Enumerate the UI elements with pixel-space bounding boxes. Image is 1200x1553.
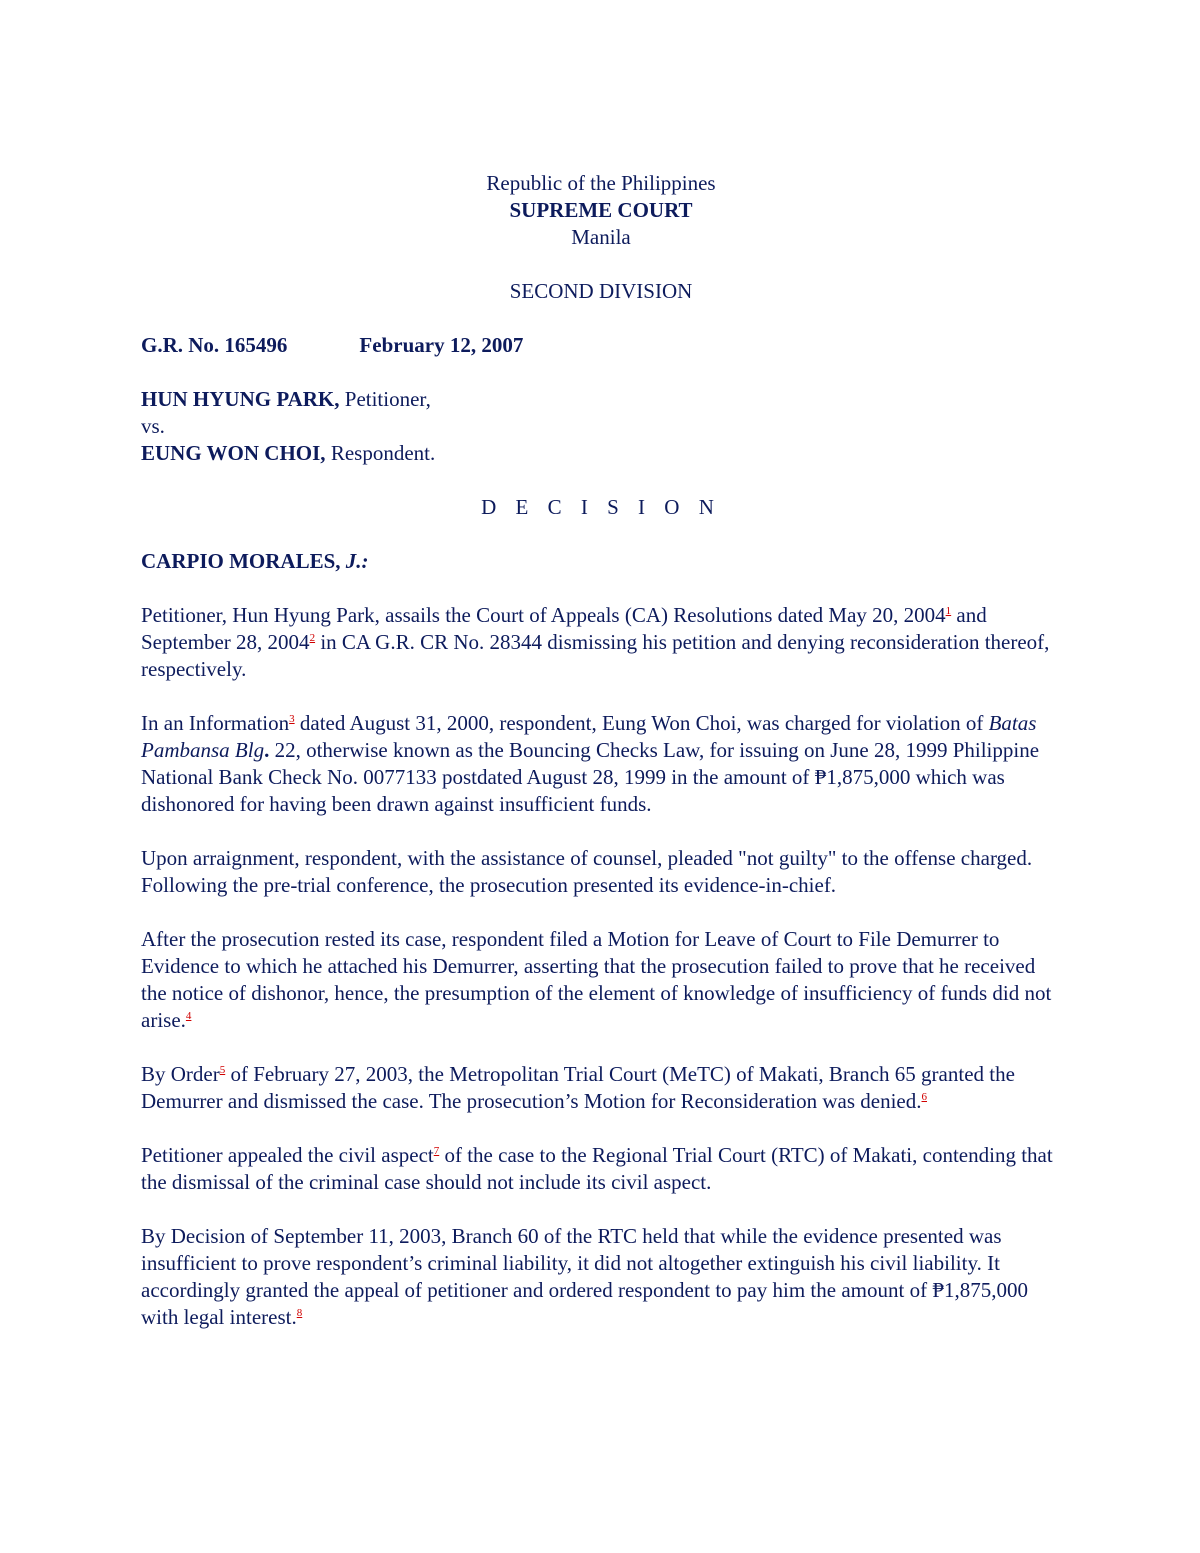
respondent-line xyxy=(141,440,1061,467)
footnote-link-7[interactable]: 7 xyxy=(433,1145,440,1157)
court-city: Manila xyxy=(571,225,631,249)
case-parties xyxy=(141,386,1061,467)
paragraph-1: Petitioner, Hun Hyung Park, assails the Court of Appeals (CA) Resolutions dated May 20, 2004$^1$ and September 28, 2004$^2$ in CA G.R. CR No. 28344 dismissing his petition and denying reconsideration thereof, respectively. xyxy=(141,603,1050,681)
document-body xyxy=(141,170,1061,1358)
case-number-line xyxy=(141,332,1061,359)
ponente-line xyxy=(141,548,1061,575)
petitioner-name: HUN HYUNG PARK, xyxy=(141,387,340,411)
paragraph-7: By Decision of September 11, 2003, Branch 60 of the RTC held that while the evidence presented was insufficient to prove respondent’s criminal liability, it did not altogether extinguish his civil liability. It accordingly granted the appeal of petitioner and ordered respondent to pay him the amount of ₱1,875,000 with legal interest.$^8$ xyxy=(141,1224,1028,1329)
ponente-title: J.: xyxy=(345,549,369,573)
footnote-link-8[interactable]: 8 xyxy=(296,1307,303,1319)
paragraph-2: In an Information$^3$ dated August 31, 2000, respondent, Eung Won Choi, was charged for violation of Batas Pambansa Blg. 22, otherwise known as the Bouncing Checks Law, for issuing on June 28, 1999 Philippine National Bank Check No. 0077133 postdated August 28, 1999 in the amount of ₱1,875,000 which was dishonored for having been drawn against insufficient funds. xyxy=(141,711,1040,816)
paragraph-3: Upon arraignment, respondent, with the assistance of counsel, pleaded "not guilty" to the offense charged. Following the pre-trial conference, the prosecution presented its evidence-in-chief. xyxy=(141,846,1033,897)
paragraph-6: Petitioner appealed the civil aspect$^7$ of the case to the Regional Trial Court (RTC) of Makati, contending that the dismissal of the criminal case should not include its civil aspect. xyxy=(141,1143,1053,1194)
petitioner-line xyxy=(141,386,1061,413)
statute-name: Batas Pambansa Blg xyxy=(141,711,1037,762)
decision-title: D E C I S I O N xyxy=(481,495,721,519)
decision-date: February 12, 2007 xyxy=(359,333,524,357)
footnote-link-1[interactable]: 1 xyxy=(945,605,952,617)
gr-number: G.R. No. 165496 xyxy=(141,333,288,357)
division-heading: SECOND DIVISION xyxy=(509,279,693,303)
respondent-role: Respondent. xyxy=(325,441,436,465)
paragraph-5: By Order$^5$ of February 27, 2003, the Metropolitan Trial Court (MeTC) of Makati, Branch 65 granted the Demurrer and dismissed the case. The prosecution’s Motion for Reconsideration was denied.$^6$ xyxy=(141,1062,1015,1113)
respondent-name: EUNG WON CHOI, xyxy=(141,441,326,465)
paragraph-4: After the prosecution rested its case, respondent filed a Motion for Leave of Court to File Demurrer to Evidence to which he attached his Demurrer, asserting that the prosecution failed to prove that he received the notice of dishonor, hence, the presumption of the element of knowledge of insufficiency of funds did not arise.$^4$ xyxy=(141,927,1052,1032)
footnote-link-4[interactable]: 4 xyxy=(185,1010,192,1022)
footnote-link-2[interactable]: 2 xyxy=(309,632,316,644)
court-header xyxy=(141,170,1061,251)
ponente-name: CARPIO MORALES, xyxy=(141,549,346,573)
footnote-link-3[interactable]: 3 xyxy=(289,713,295,725)
footnote-link-5[interactable]: 5 xyxy=(219,1064,226,1076)
court-name: SUPREME COURT xyxy=(509,198,693,222)
versus-line: vs. xyxy=(141,414,165,438)
republic-line: Republic of the Philippines xyxy=(486,171,716,195)
footnote-link-6[interactable]: 6 xyxy=(921,1091,927,1103)
petitioner-role: Petitioner, xyxy=(339,387,431,411)
